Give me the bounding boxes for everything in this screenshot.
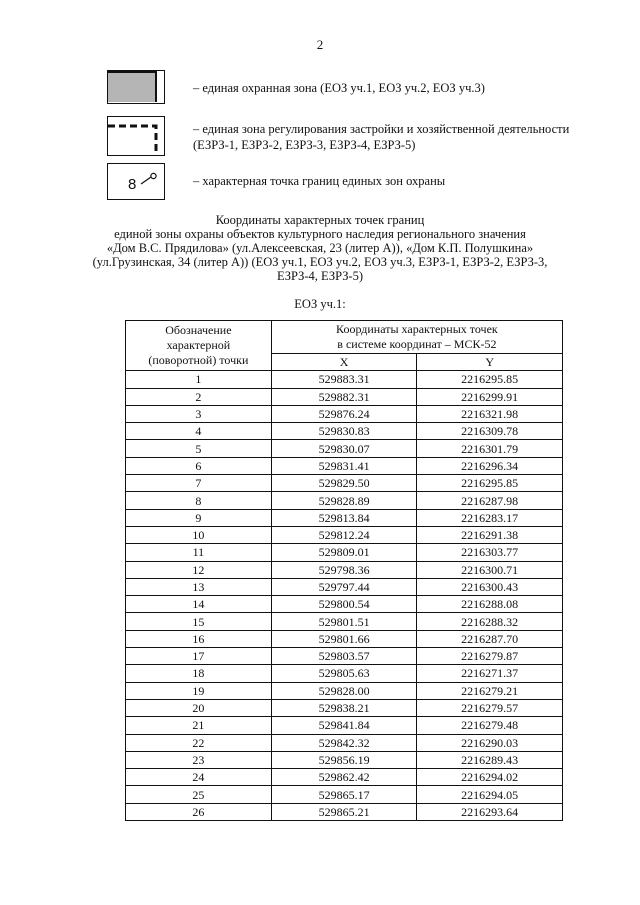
y-cell: 2216300.71: [417, 561, 563, 578]
y-cell: 2216290.03: [417, 734, 563, 751]
y-cell: 2216299.91: [417, 388, 563, 405]
legend-text: – единая охранная зона (ЕОЗ уч.1, ЕОЗ уч.2, ЕОЗ уч.3): [193, 81, 485, 95]
point-cell: 7: [126, 475, 272, 492]
y-cell: 2216303.77: [417, 544, 563, 561]
header-line: в системе координат – МСК-52: [337, 337, 497, 351]
table-row: [126, 751, 563, 768]
header-point: [126, 321, 272, 371]
point-cell: 16: [126, 630, 272, 647]
y-cell: 2216288.32: [417, 613, 563, 630]
title-line: «Дом В.С. Прядилова» (ул.Алексеевская, 23 (литер А)), «Дом К.П. Полушкина»: [106, 241, 534, 255]
x-cell: 529838.21: [271, 699, 417, 716]
x-cell: 529829.50: [271, 475, 417, 492]
x-cell: 529830.83: [271, 423, 417, 440]
point-cell: 20: [126, 699, 272, 716]
table-row: [126, 544, 563, 561]
point-cell: 25: [126, 786, 272, 803]
y-cell: 2216294.02: [417, 769, 563, 786]
point-cell: 21: [126, 717, 272, 734]
y-cell: 2216309.78: [417, 423, 563, 440]
point-marker-box-icon: [107, 163, 165, 200]
point-cell: 22: [126, 734, 272, 751]
x-cell: 529828.00: [271, 682, 417, 699]
table-row: [126, 475, 563, 492]
table-row: [126, 578, 563, 595]
x-cell: 529842.32: [271, 734, 417, 751]
header-x: X: [271, 354, 417, 371]
legend-item-characteristic-point: [107, 163, 613, 200]
x-cell: 529865.17: [271, 786, 417, 803]
point-cell: 19: [126, 682, 272, 699]
point-cell: 5: [126, 440, 272, 457]
table-row: [126, 648, 563, 665]
x-cell: 529883.31: [271, 371, 417, 388]
table-row: [126, 596, 563, 613]
table-row: [126, 509, 563, 526]
x-cell: 529801.51: [271, 613, 417, 630]
x-cell: 529805.63: [271, 665, 417, 682]
document-title: [80, 213, 560, 283]
title-line: единой зоны охраны объектов культурного наследия регионального значения: [114, 227, 526, 241]
x-cell: 529801.66: [271, 630, 417, 647]
gray-filled-box-icon: [107, 70, 165, 104]
legend-text: – характерная точка границ единых зон охраны: [193, 174, 446, 188]
x-cell: 529831.41: [271, 457, 417, 474]
table-row: [126, 388, 563, 405]
point-cell: 13: [126, 578, 272, 595]
y-cell: 2216283.17: [417, 509, 563, 526]
point-cell: 8: [126, 492, 272, 509]
x-cell: 529876.24: [271, 405, 417, 422]
header-coordinates: [271, 321, 562, 354]
point-cell: 10: [126, 526, 272, 543]
table-row: [126, 717, 563, 734]
x-cell: 529841.84: [271, 717, 417, 734]
y-cell: 2216295.85: [417, 371, 563, 388]
legend-item-regulation-zone: [107, 116, 613, 156]
x-cell: 529828.89: [271, 492, 417, 509]
table-row: [126, 734, 563, 751]
point-cell: 26: [126, 803, 272, 820]
x-cell: 529865.21: [271, 803, 417, 820]
point-cell: 9: [126, 509, 272, 526]
table-row: [126, 492, 563, 509]
table-row: [126, 803, 563, 820]
header-line: (поворотной) точки: [148, 353, 249, 368]
table-row: [126, 665, 563, 682]
point-cell: 4: [126, 423, 272, 440]
y-cell: 2216279.48: [417, 717, 563, 734]
title-line: (ул.Грузинская, 34 (литер А)) (ЕОЗ уч.1, ЕОЗ уч.2, ЕОЗ уч.3, ЕЗРЗ-1, ЕЗРЗ-2, ЕЗРЗ-3,: [92, 255, 548, 269]
section-label: ЕОЗ уч.1:: [294, 297, 346, 311]
point-cell: 3: [126, 405, 272, 422]
table-row: [126, 526, 563, 543]
table-row: [126, 786, 563, 803]
x-cell: 529798.36: [271, 561, 417, 578]
header-line: Координаты характерных точек: [336, 322, 498, 336]
y-cell: 2216321.98: [417, 405, 563, 422]
x-cell: 529812.24: [271, 526, 417, 543]
table-row: [126, 769, 563, 786]
table-row: [126, 630, 563, 647]
dashed-border-box-icon: [107, 116, 165, 156]
y-cell: 2216288.08: [417, 596, 563, 613]
x-cell: 529800.54: [271, 596, 417, 613]
y-cell: 2216295.85: [417, 475, 563, 492]
point-cell: 18: [126, 665, 272, 682]
legend-text: – единая зона регулирования застройки и хозяйственной деятельности (ЕЗРЗ-1, ЕЗРЗ-2, ЕЗРЗ-3, ЕЗРЗ-4, ЕЗРЗ-5): [193, 122, 570, 152]
y-cell: 2216279.87: [417, 648, 563, 665]
x-cell: 529830.07: [271, 440, 417, 457]
table-row: [126, 457, 563, 474]
y-cell: 2216271.37: [417, 665, 563, 682]
header-line: характерной: [166, 338, 231, 353]
y-cell: 2216301.79: [417, 440, 563, 457]
y-cell: 2216294.05: [417, 786, 563, 803]
table-row: [126, 613, 563, 630]
y-cell: 2216279.21: [417, 682, 563, 699]
point-cell: 15: [126, 613, 272, 630]
table-row: [126, 371, 563, 388]
y-cell: 2216287.70: [417, 630, 563, 647]
title-line: Координаты характерных точек границ: [215, 213, 425, 227]
point-cell: 11: [126, 544, 272, 561]
point-cell: 2: [126, 388, 272, 405]
x-cell: 529797.44: [271, 578, 417, 595]
legend-item-protection-zone: [107, 70, 613, 104]
y-cell: 2216296.34: [417, 457, 563, 474]
x-cell: 529856.19: [271, 751, 417, 768]
table-row: [126, 440, 563, 457]
point-cell: 17: [126, 648, 272, 665]
header-y: Y: [417, 354, 563, 371]
y-cell: 2216289.43: [417, 751, 563, 768]
table-row: [126, 405, 563, 422]
x-cell: 529813.84: [271, 509, 417, 526]
title-line: ЕЗРЗ-4, ЕЗРЗ-5): [276, 269, 364, 283]
x-cell: 529803.57: [271, 648, 417, 665]
y-cell: 2216293.64: [417, 803, 563, 820]
coordinates-table: [125, 320, 563, 821]
point-cell: 6: [126, 457, 272, 474]
table-row: [126, 699, 563, 716]
x-cell: 529862.42: [271, 769, 417, 786]
point-cell: 12: [126, 561, 272, 578]
table-row: [126, 423, 563, 440]
x-cell: 529809.01: [271, 544, 417, 561]
header-line: Обозначение: [165, 323, 232, 338]
y-cell: 2216300.43: [417, 578, 563, 595]
y-cell: 2216279.57: [417, 699, 563, 716]
point-cell: 23: [126, 751, 272, 768]
point-cell: 14: [126, 596, 272, 613]
point-number: 8: [128, 176, 137, 193]
point-cell: 24: [126, 769, 272, 786]
x-cell: 529882.31: [271, 388, 417, 405]
page-number: 2: [316, 37, 324, 52]
point-cell: 1: [126, 371, 272, 388]
y-cell: 2216287.98: [417, 492, 563, 509]
y-cell: 2216291.38: [417, 526, 563, 543]
table-row: [126, 682, 563, 699]
table-row: [126, 561, 563, 578]
